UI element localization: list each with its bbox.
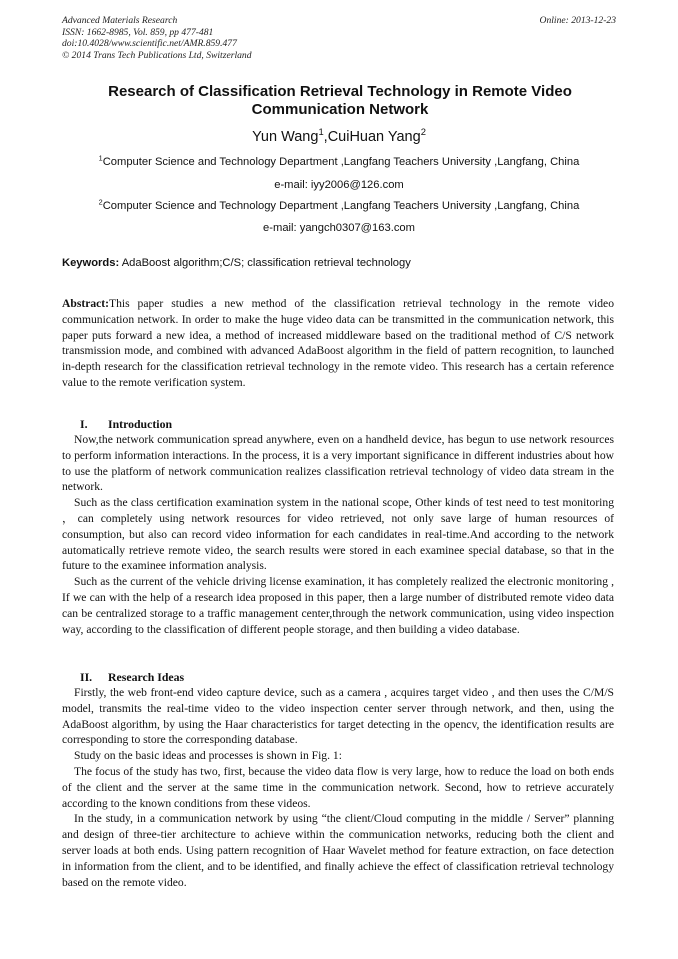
section-introduction xyxy=(62,432,614,637)
issn-line: ISSN: 1662-8985, Vol. 859, pp 477-481 xyxy=(62,26,214,38)
section-number: II. xyxy=(80,670,93,684)
affiliation-1 xyxy=(0,155,678,169)
journal-header xyxy=(62,15,616,61)
online-date: Online: 2013-12-23 xyxy=(539,15,616,26)
affiliation-2 xyxy=(0,199,678,213)
paragraph: Firstly, the web front-end video capture device, such as a camera , acquires target video , and then uses the C/M/S model, transmits the real-time video to the video inspection center server through network, and then, using the AdaBoost algorithm, by using the Haar characteristics for target detecting in the opencv, the identification results are corresponding to store the corresponding database. xyxy=(62,686,614,747)
author-separator: , xyxy=(323,129,328,145)
section-research-ideas xyxy=(62,685,614,890)
section-heading-introduction xyxy=(80,417,172,431)
affiliation-text: Computer Science and Technology Department ,Langfang Teachers University ,Langfang, China xyxy=(102,156,580,168)
doi-line: doi:10.4028/www.scientific.net/AMR.859.477 xyxy=(62,38,237,50)
affiliation-2-email: e-mail: yangch0307@163.com xyxy=(263,222,415,234)
paragraph: Now,the network communication spread anywhere, even on a handheld device, has begun to use network resources to perform information interactions. In the process, it is a very important significance in different industries about how to use the platform of network communication realizes classification retrieval technology of video data stream in the network. xyxy=(62,433,614,494)
section-title: Introduction xyxy=(108,417,173,431)
keywords-label: Keywords: xyxy=(62,257,120,269)
author-line xyxy=(0,128,678,146)
author-affiliation-mark: 1 xyxy=(318,126,324,138)
abstract-label: Abstract: xyxy=(62,297,110,310)
abstract xyxy=(62,296,614,391)
affiliation-mark: 1 xyxy=(98,153,103,163)
abstract-text: This paper studies a new method of the classification retrieval technology in the remote video communication network. In order to make the huge video data can be transmitted in the communication network, this paper puts forward a new idea, a method of increased middleware based on the traditional method of C/S network transmission mode, and combined with advanced AdaBoost algorithm in the field of pattern recognition, to launched in-depth research for the classification retrieval technology in the remote video. This research has a certain reference value to the remote verification system. xyxy=(62,297,614,389)
affiliation-mark: 2 xyxy=(98,197,103,207)
paragraph: Such as the current of the vehicle driving license examination, it has completely realized the electronic monitoring , If we can with the help of a research idea proposed in this paper, then a large number of distributed remote video data can be centralized storage to a traffic management center,through the network communication, using video inspection way, according to the classification of different people storage, and then building a video database. xyxy=(62,575,614,636)
paragraph: Study on the basic ideas and processes is shown in Fig. 1: xyxy=(74,749,342,763)
journal-name: Advanced Materials Research xyxy=(62,15,178,26)
copyright-line: © 2014 Trans Tech Publications Ltd, Switzerland xyxy=(62,49,252,61)
author-affiliation-mark: 2 xyxy=(420,126,426,138)
affiliation-text: Computer Science and Technology Department ,Langfang Teachers University ,Langfang, China xyxy=(102,200,580,212)
paragraph: In the study, in a communication network by using “the client/Cloud computing in the middle / Server” planning and design of three-tier architecture to achieve within the communication networks, reducing both the client and server loads at both ends. Using pattern recognition of Haar Wavelet method for feature extraction, on face detection in information from the client, and to be identified, and finally achieve the effect of classification retrieval technology based on the remote video. xyxy=(62,812,614,889)
paper-title: Research of Classification Retrieval Technology in Remote Video Communication Network xyxy=(108,83,572,118)
paragraph: The focus of the study has two, first, because the video data flow is very large, how to reduce the load on both ends of the client and the server at the same time in the communication network. Second, how to retrieve accurately according to the known conditions from these videos. xyxy=(62,764,614,810)
author-name: CuiHuan Yang xyxy=(327,129,421,145)
keywords xyxy=(62,256,618,270)
section-number: I. xyxy=(80,417,88,431)
author-name: Yun Wang xyxy=(252,129,319,145)
affiliation-1-email: e-mail: iyy2006@126.com xyxy=(274,179,404,191)
section-title: Research Ideas xyxy=(108,670,185,684)
section-heading-research-ideas xyxy=(80,670,184,684)
keywords-text: AdaBoost algorithm;C/S; classification retrieval technology xyxy=(119,257,411,269)
paragraph: Such as the class certification examination system in the national scope, Other kinds of test need to test monitoring ，can completely using network resources for video retrieved, not only save large of human resources of consumption, but also can record video information for each candidates in real-time.And according to the network automatically retrieve remote video, the search results were stored in each examinee special database, so that in the future to the examinee information analysis. xyxy=(62,496,614,573)
